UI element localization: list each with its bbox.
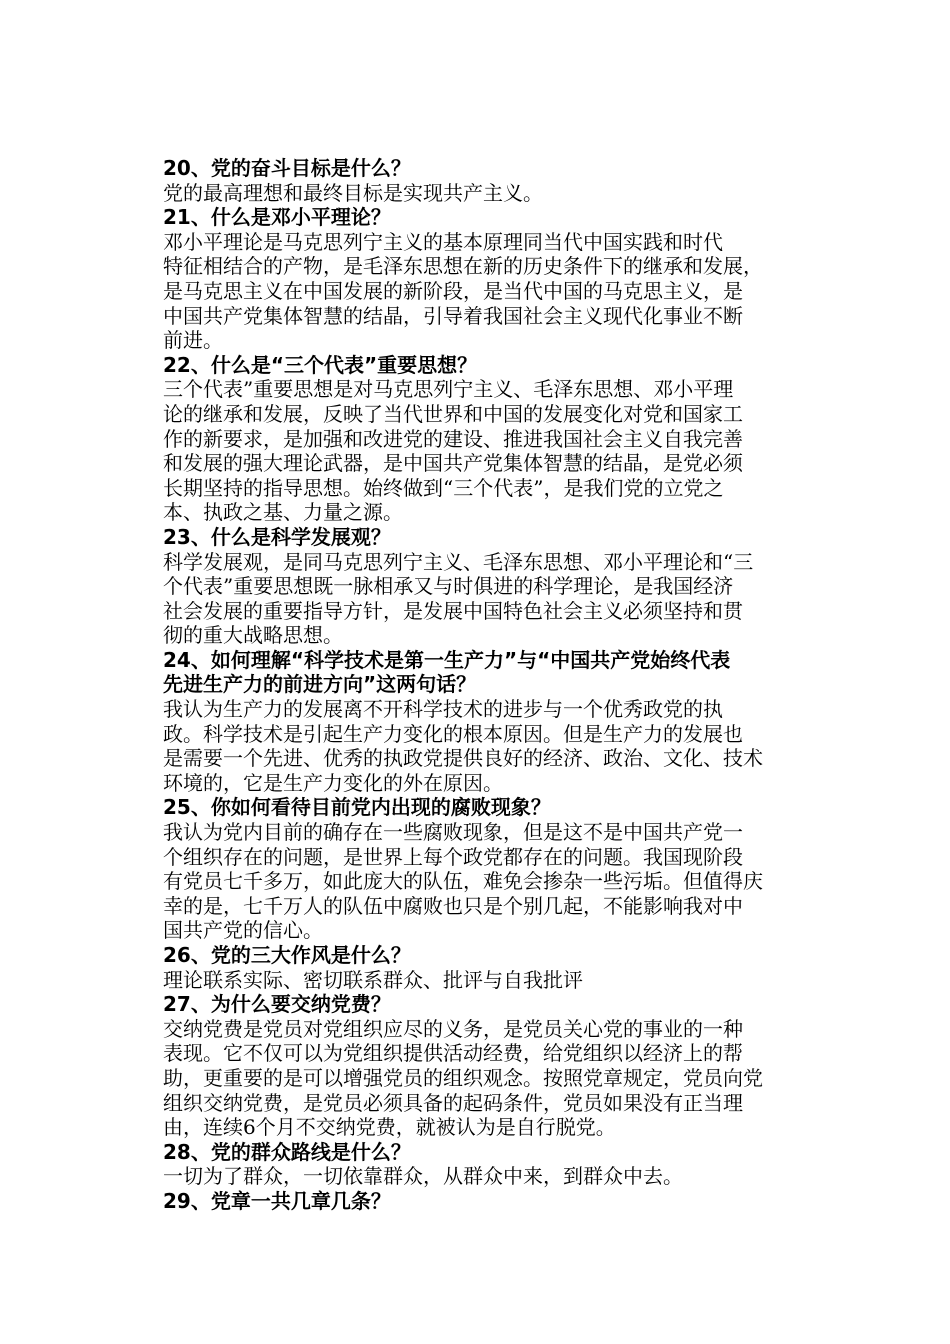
question-heading: 25、你如何看待目前党内出现的腐败现象？: [163, 795, 551, 820]
answer-text-line: 邓小平理论是马克思列宁主义的基本原理同当代中国实践和时代: [163, 229, 723, 254]
question-heading: 29、党章一共几章几条？: [163, 1188, 391, 1213]
question-heading: 24、如何理解“科学技术是第一生产力”与“中国共产党始终代表: [163, 647, 731, 672]
question-heading: 23、什么是科学发展观？: [163, 524, 391, 549]
answer-text-line: 政。科学技术是引起生产力变化的根本原因。但是生产力的发展也: [163, 721, 743, 746]
answer-text-line: 理论联系实际、密切联系群众、批评与自我批评: [163, 967, 583, 992]
question-heading: 22、什么是“三个代表”重要思想？: [163, 352, 478, 377]
answer-text-line: 一切为了群众，一切依靠群众，从群众中来，到群众中去。: [163, 1164, 683, 1189]
answer-text-line: 科学发展观，是同马克思列宁主义、毛泽东思想、邓小平理论和“三: [163, 549, 754, 574]
answer-text-line: 彻的重大战略思想。: [163, 623, 343, 648]
question-heading: 20、党的奋斗目标是什么？: [163, 156, 411, 180]
answer-text-line: 党的最高理想和最终目标是实现共产主义。: [163, 180, 543, 205]
answer-text-line: 个组织存在的问题，是世界上每个政党都存在的问题。我国现阶段: [163, 844, 743, 869]
answer-text-line: 有党员七千多万，如此庞大的队伍，难免会掺杂一些污垢。但值得庆: [163, 869, 763, 894]
answer-text-line: 助，更重要的是可以增强党员的组织观念。按照党章规定，党员向党: [163, 1065, 763, 1090]
question-heading: 27、为什么要交纳党费？: [163, 992, 391, 1017]
answer-text-line: 幸的是，七千万人的队伍中腐败也只是个别几起，不能影响我对中: [163, 893, 743, 918]
answer-text-line: 长期坚持的指导思想。始终做到“三个代表”，是我们党的立党之: [163, 475, 724, 500]
question-heading: 先进生产力的前进方向”这两句话？: [163, 672, 477, 697]
answer-text-line: 本、执政之基、力量之源。: [163, 500, 403, 525]
answer-text-line: 社会发展的重要指导方针，是发展中国特色社会主义必须坚持和贯: [163, 598, 743, 623]
question-heading: 28、党的群众路线是什么？: [163, 1139, 411, 1164]
answer-text-line: 表现。它不仅可以为党组织提供活动经费，给党组织以经济上的帮: [163, 1041, 743, 1066]
answer-text-line: 由，连续6个月不交纳党费，就被认为是自行脱党。: [163, 1115, 616, 1140]
answer-text-line: 特征相结合的产物，是毛泽东思想在新的历史条件下的继承和发展，: [163, 254, 763, 279]
answer-text-line: 交纳党费是党员对党组织应尽的义务，是党员关心党的事业的一种: [163, 1016, 743, 1041]
answer-text-line: 我认为党内目前的确存在一些腐败现象，但是这不是中国共产党一: [163, 820, 743, 845]
document-page: [163, 156, 813, 1214]
answer-text-line: 是马克思主义在中国发展的新阶段，是当代中国的马克思主义，是: [163, 278, 743, 303]
answer-text-line: 作的新要求，是加强和改进党的建设、推进我国社会主义自我完善: [163, 426, 743, 451]
answer-text-line: 环境的，它是生产力变化的外在原因。: [163, 770, 503, 795]
question-heading: 21、什么是邓小平理论？: [163, 205, 391, 230]
answer-text-line: 我认为生产力的发展离不开科学技术的进步与一个优秀政党的执: [163, 697, 723, 722]
answer-text-line: 个代表”重要思想既一脉相承又与时俱进的科学理论，是我国经济: [163, 574, 734, 599]
answer-text-line: 和发展的强大理论武器，是中国共产党集体智慧的结晶，是党必须: [163, 451, 743, 476]
answer-text-line: 前进。: [163, 328, 223, 353]
answer-text-line: 国共产党的信心。: [163, 918, 323, 943]
answer-text-line: 三个代表”重要思想是对马克思列宁主义、毛泽东思想、邓小平理: [163, 377, 734, 402]
answer-text-line: 论的继承和发展，反映了当代世界和中国的发展变化对党和国家工: [163, 401, 743, 426]
answer-text-line: 是需要一个先进、优秀的执政党提供良好的经济、政治、文化、技术: [163, 746, 763, 771]
question-heading: 26、党的三大作风是什么？: [163, 943, 411, 967]
answer-text-line: 组织交纳党费，是党员必须具备的起码条件，党员如果没有正当理: [163, 1090, 743, 1115]
answer-text-line: 中国共产党集体智慧的结晶，引导着我国社会主义现代化事业不断: [163, 303, 743, 328]
